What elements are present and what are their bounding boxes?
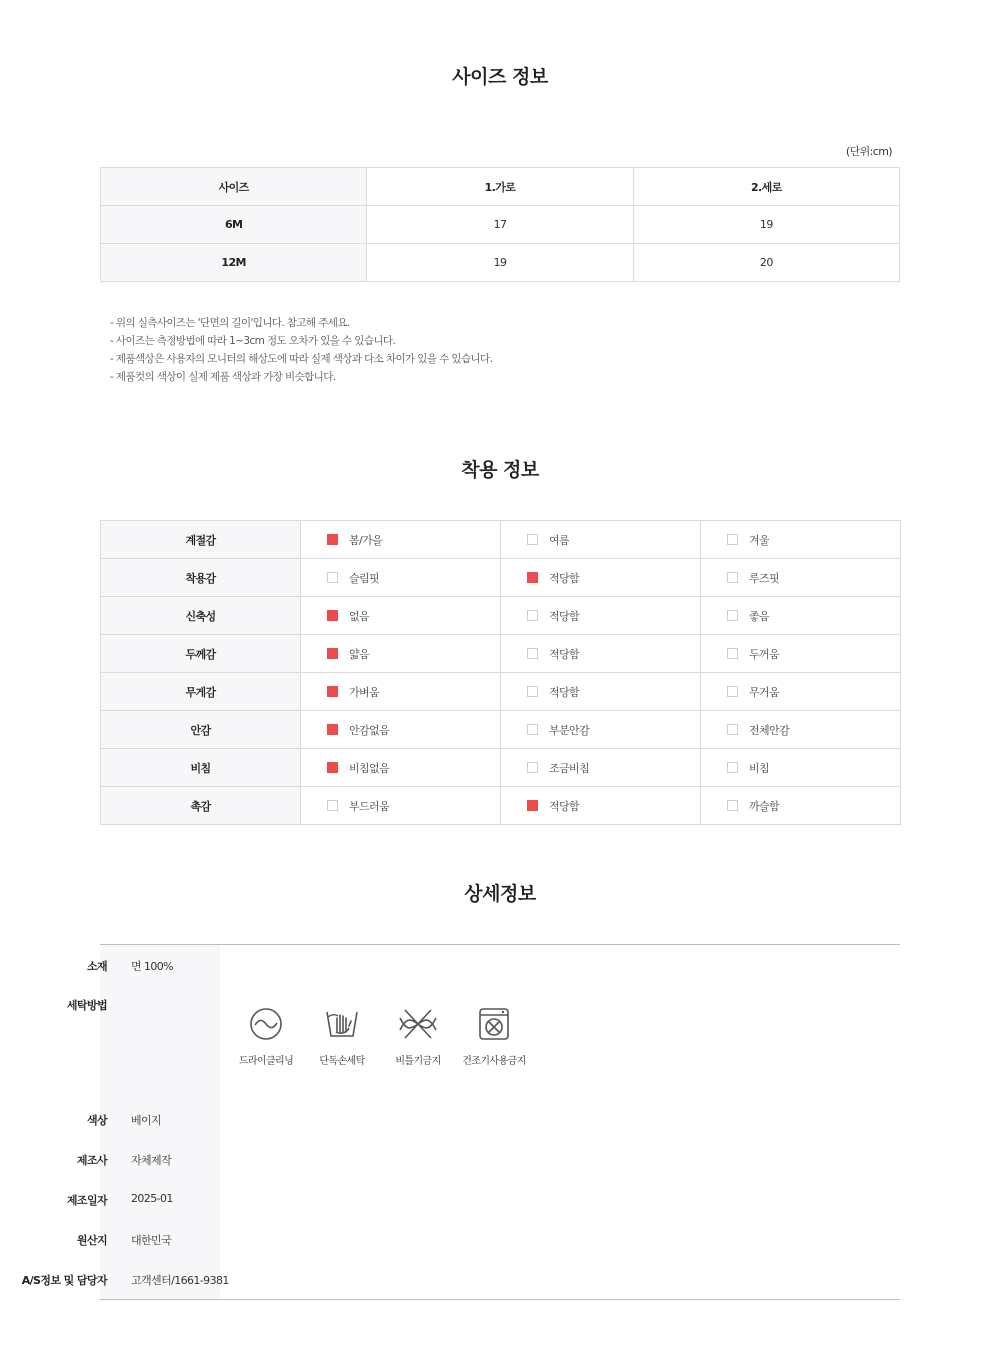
size-cell-length: 20 [633, 244, 899, 282]
fit-option-label: 적당함 [549, 609, 580, 623]
fit-option-label: 적당함 [549, 647, 580, 661]
fit-option [501, 749, 701, 787]
fit-row [101, 749, 901, 787]
fit-option [701, 597, 901, 635]
detail-label: 세탁방법 [66, 999, 107, 1012]
detail-info-title: 상세정보 [464, 883, 536, 905]
size-cell-length: 19 [633, 206, 899, 244]
size-table [100, 167, 900, 282]
fit-option [701, 521, 901, 559]
fit-option-label: 비침 [749, 761, 770, 775]
detail-value: 자체제작 [131, 1154, 172, 1167]
size-header-width: 1.가로 [367, 168, 633, 206]
fit-option [301, 559, 501, 597]
detail-value: 2025-01 [131, 1192, 173, 1205]
unchecked-box-icon [727, 610, 738, 621]
fit-row [101, 635, 901, 673]
fit-option [301, 711, 501, 749]
unchecked-box-icon [527, 534, 538, 545]
unchecked-box-icon [727, 724, 738, 735]
no-wring-icon [398, 1006, 438, 1042]
fit-option [501, 711, 701, 749]
fit-option-label: 얇음 [349, 647, 370, 661]
size-info-title: 사이즈 정보 [452, 66, 548, 88]
fit-option-label: 안감없음 [349, 723, 390, 737]
fit-row [101, 559, 901, 597]
unchecked-box-icon [527, 724, 538, 735]
no-tumble-dry-icon [476, 1006, 512, 1042]
wash-label: 드라이클리닝 [238, 1056, 294, 1067]
wash-item [228, 1006, 304, 1067]
unchecked-box-icon [327, 572, 338, 583]
fit-row [101, 711, 901, 749]
checked-box-icon [527, 800, 538, 811]
unchecked-box-icon [727, 800, 738, 811]
fit-option [501, 521, 701, 559]
size-unit-label: (단위:cm) [845, 145, 892, 158]
fit-option [301, 673, 501, 711]
unchecked-box-icon [727, 762, 738, 773]
detail-label: 색상 [86, 1114, 107, 1127]
detail-value: 베이지 [131, 1114, 162, 1127]
detail-label: 제조사 [76, 1154, 107, 1167]
fit-row-label: 신축성 [101, 597, 301, 635]
fit-option-label: 없음 [349, 609, 370, 623]
wash-item [456, 1006, 532, 1067]
detail-label: 소재 [86, 960, 107, 973]
unchecked-box-icon [727, 534, 738, 545]
size-table-header-row [101, 168, 900, 206]
fit-option-label: 비침없음 [349, 761, 390, 775]
fit-option [501, 635, 701, 673]
fit-option-label: 여름 [549, 533, 570, 547]
wash-label: 건조기사용금지 [462, 1056, 526, 1067]
fit-row [101, 597, 901, 635]
checked-box-icon [527, 572, 538, 583]
size-cell-name: 12M [101, 244, 367, 282]
fit-option-label: 조금비침 [549, 761, 590, 775]
unchecked-box-icon [527, 762, 538, 773]
fit-row-label: 두께감 [101, 635, 301, 673]
unchecked-box-icon [527, 686, 538, 697]
size-cell-width: 17 [367, 206, 633, 244]
fit-option-label: 적당함 [549, 685, 580, 699]
size-table-row [101, 244, 900, 282]
detail-label: 원산지 [76, 1234, 107, 1247]
unchecked-box-icon [727, 572, 738, 583]
fit-option-label: 두꺼움 [749, 647, 780, 661]
fit-option [701, 559, 901, 597]
checked-box-icon [327, 534, 338, 545]
fit-table [100, 520, 901, 825]
size-header-length: 2.세로 [633, 168, 899, 206]
size-cell-width: 19 [367, 244, 633, 282]
checked-box-icon [327, 762, 338, 773]
fit-row-label: 착용감 [101, 559, 301, 597]
dry-clean-icon [248, 1006, 284, 1042]
fit-option [501, 673, 701, 711]
size-note: - 사이즈는 측정방법에 따라 1~3cm 정도 오차가 있을 수 있습니다. [110, 335, 396, 347]
fit-info-title: 착용 정보 [461, 459, 539, 481]
fit-option-label: 무거움 [749, 685, 780, 699]
fit-row [101, 521, 901, 559]
fit-option [301, 635, 501, 673]
size-note: - 위의 실측사이즈는 '단면의 길이'입니다. 참고해 주세요. [110, 317, 350, 329]
detail-label: A/S정보 및 담당자 [21, 1274, 107, 1287]
fit-row-label: 안감 [101, 711, 301, 749]
checked-box-icon [327, 648, 338, 659]
fit-option-label: 적당함 [549, 799, 580, 813]
fit-option [701, 673, 901, 711]
fit-row-label: 비침 [101, 749, 301, 787]
wash-item [380, 1006, 456, 1067]
fit-row-label: 계절감 [101, 521, 301, 559]
unchecked-box-icon [727, 686, 738, 697]
fit-option-label: 가벼움 [349, 685, 380, 699]
fit-row [101, 673, 901, 711]
fit-option-label: 적당함 [549, 571, 580, 585]
fit-option [701, 787, 901, 825]
checked-box-icon [327, 610, 338, 621]
fit-row-label: 무게감 [101, 673, 301, 711]
checked-box-icon [327, 724, 338, 735]
fit-option [501, 787, 701, 825]
fit-option-label: 전체안감 [749, 723, 790, 737]
detail-value: 면 100% [131, 960, 173, 973]
fit-row [101, 787, 901, 825]
fit-option-label: 봄/가을 [349, 533, 383, 547]
detail-table [100, 944, 900, 1300]
fit-option [501, 597, 701, 635]
fit-option [701, 711, 901, 749]
fit-option-label: 까슬함 [749, 799, 780, 813]
size-cell-name: 6M [101, 206, 367, 244]
detail-value: 고객센터/1661-9381 [131, 1274, 229, 1287]
fit-option [301, 597, 501, 635]
fit-option [701, 635, 901, 673]
unchecked-box-icon [327, 800, 338, 811]
fit-option-label: 슬림핏 [349, 571, 380, 585]
fit-row-label: 촉감 [101, 787, 301, 825]
fit-option-label: 부분안감 [549, 723, 590, 737]
unchecked-box-icon [727, 648, 738, 659]
fit-option [301, 787, 501, 825]
fit-option [501, 559, 701, 597]
fit-option-label: 루즈핏 [749, 571, 780, 585]
fit-option [701, 749, 901, 787]
fit-option [301, 521, 501, 559]
wash-item [304, 1006, 380, 1067]
size-notes [110, 314, 492, 386]
fit-option-label: 부드러움 [349, 799, 390, 813]
wash-label: 단독손세탁 [319, 1056, 365, 1067]
size-table-row [101, 206, 900, 244]
detail-value: 대한민국 [131, 1234, 172, 1247]
size-note: - 제품컷의 색상이 실제 제품 색상과 가장 비슷합니다. [110, 371, 336, 383]
fit-option-label: 겨울 [749, 533, 770, 547]
wash-label: 비틀기금지 [395, 1056, 441, 1067]
unchecked-box-icon [527, 610, 538, 621]
unchecked-box-icon [527, 648, 538, 659]
fit-option [301, 749, 501, 787]
checked-box-icon [327, 686, 338, 697]
detail-label: 제조일자 [66, 1194, 107, 1207]
size-note: - 제품색상은 사용자의 모니터의 해상도에 따라 실제 색상과 다소 차이가 있을 수 있습니다. [110, 353, 493, 365]
fit-option-label: 좋음 [749, 609, 770, 623]
hand-wash-icon [324, 1006, 360, 1042]
size-header-size: 사이즈 [101, 168, 367, 206]
